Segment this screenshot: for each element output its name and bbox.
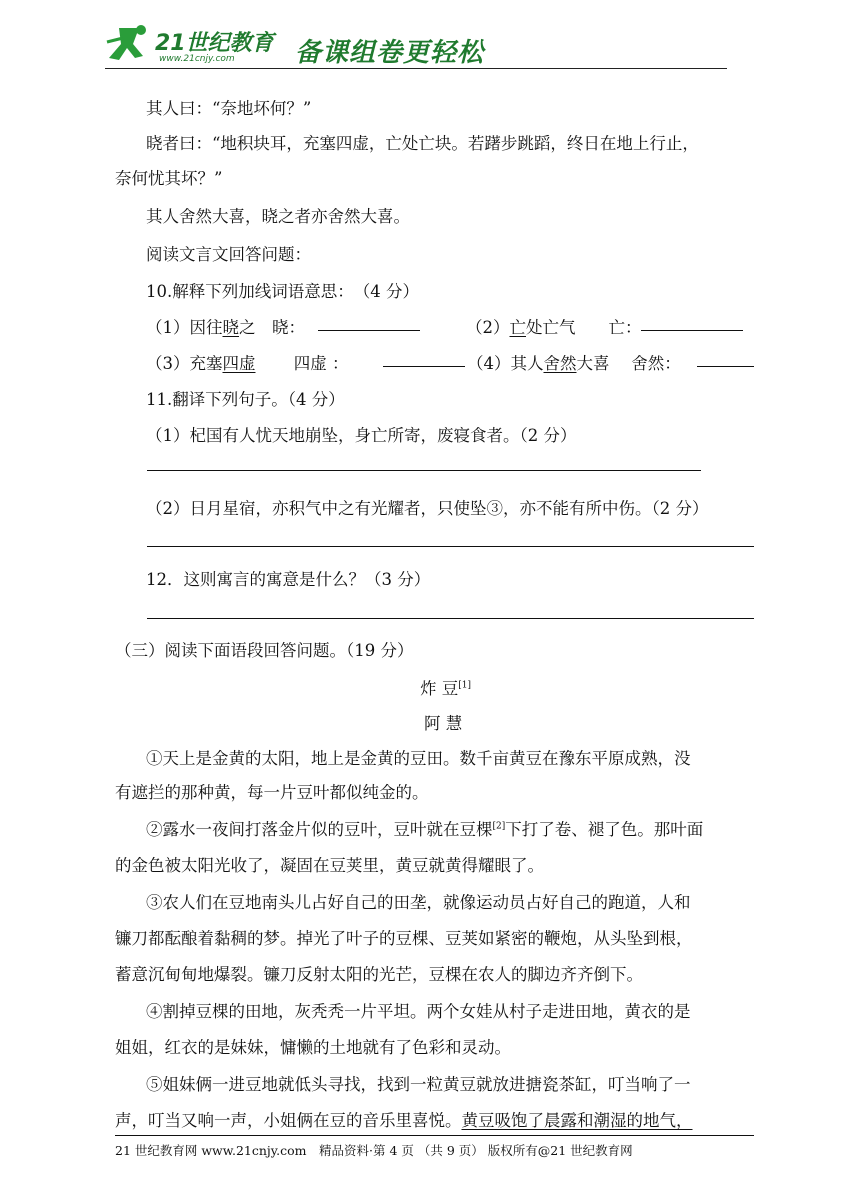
paragraph-4-line: 姐姐，红衣的是妹妹，慵懒的土地就有了色彩和灵动。 <box>115 1038 511 1057</box>
paragraph-1-line: ①天上是金黄的太阳，地上是金黄的豆田。数千亩黄豆在豫东平原成熟，没 <box>146 749 691 768</box>
underlined-word: 晓 <box>222 318 239 337</box>
q10-item-3 <box>146 350 349 374</box>
answer-line[interactable] <box>147 546 754 547</box>
q10-item-text: 大喜 舍然： <box>576 354 681 373</box>
passage-line: 晓者曰：“地积块耳，充塞四虚，亡处亡块。若躇步跳蹈，终日在地上行止， <box>146 134 699 153</box>
passage-line: 奈何忧其坏？” <box>115 169 223 188</box>
footer-rule <box>115 1135 754 1136</box>
essay-title <box>420 675 471 699</box>
footnote-marker: [2] <box>492 821 506 832</box>
question-11-title: 11.翻译下列句子。（4 分） <box>146 390 345 409</box>
q10-item-4 <box>467 350 681 374</box>
header-rule <box>105 68 727 69</box>
question-10-title: 10.解释下列加线词语意思： （4 分） <box>146 282 419 301</box>
q10-item-text: （4）其人 <box>467 354 544 373</box>
answer-line[interactable] <box>147 618 754 619</box>
answer-blank[interactable] <box>641 330 743 331</box>
q10-item-text: 处亡气 亡： <box>526 318 642 337</box>
q10-item-text: 之 晓： <box>239 318 305 337</box>
q11-sentence-2: （2）日月星宿，亦积气中之有光耀者，只使坠③，亦不能有所中伤。（2 分） <box>146 499 709 518</box>
essay-author: 阿 慧 <box>424 714 463 733</box>
underlined-sentence: 黄豆吸饱了晨露和潮湿的地气， <box>461 1111 693 1130</box>
header-slogan: 备课组卷更轻松 <box>295 38 485 68</box>
answer-blank[interactable] <box>697 366 754 367</box>
paragraph-3-line: 蓄意沉甸甸地爆裂。镰刀反射太阳的光芒，豆棵在农人的脚边齐齐倒下。 <box>115 965 643 984</box>
paragraph-text: ②露水一夜间打落金片似的豆叶，豆叶就在豆棵 <box>146 820 493 839</box>
paragraph-2-line: 的金色被太阳光收了，凝固在豆荚里，黄豆就黄得耀眼了。 <box>115 856 544 875</box>
paragraph-3-line: ③农人们在豆地南头儿占好自己的田垄，就像运动员占好自己的跑道，人和 <box>146 893 691 912</box>
paragraph-4-line: ④割掉豆棵的田地，灰秃秃一片平坦。两个女娃从村子走进田地，黄衣的是 <box>146 1002 691 1021</box>
brand-url: www.21cnjy.com <box>159 54 235 64</box>
answer-line[interactable] <box>147 470 701 471</box>
q10-item-text: （3）充塞 <box>146 354 223 373</box>
passage-line: 其人曰：“奈地坏何？” <box>146 99 312 118</box>
q10-item-text: （2） <box>466 318 510 337</box>
paragraph-5-line <box>115 1107 693 1131</box>
underlined-word: 舍然 <box>543 354 577 373</box>
paragraph-1-line: 有遮拦的那种黄，每一片豆叶都似纯金的。 <box>115 783 429 802</box>
q10-item-1 <box>146 314 305 338</box>
q10-item-text: （1）因往 <box>146 318 223 337</box>
paragraph-2-line <box>146 816 703 840</box>
paragraph-text: 下打了卷、褪了色。那叶面 <box>505 820 704 839</box>
footnote-marker: [1] <box>458 680 471 691</box>
q10-item-2 <box>466 314 642 338</box>
runner-logo-icon <box>105 22 153 66</box>
underlined-word: 四虚 <box>222 354 256 373</box>
paragraph-text: 声，叮当又响一声，小姐俩在豆的音乐里喜悦。 <box>115 1111 462 1130</box>
section-3-heading: （三）阅读下面语段回答问题。（19 分） <box>115 641 414 660</box>
underlined-word: 亡 <box>509 318 526 337</box>
passage-line: 其人舍然大喜，晓之者亦舍然大喜。 <box>146 207 410 226</box>
brand-name: 21世纪教育 <box>155 31 274 56</box>
reading-instruction: 阅读文言文回答问题： <box>146 245 311 264</box>
q10-item-text: 四虚 ： <box>255 354 349 373</box>
paragraph-3-line: 镰刀都酝酿着黏稠的梦。掉光了叶子的豆棵、豆荚如紧密的鞭炮，从头坠到根， <box>115 929 693 948</box>
header <box>105 22 727 70</box>
essay-title-text: 炸 豆 <box>420 679 459 698</box>
q11-sentence-1: （1）杞国有人忧天地崩坠，身亡所寄，废寝食者。（2 分） <box>146 426 577 445</box>
question-12-title: 12．这则寓言的寓意是什么？（3 分） <box>146 570 431 589</box>
answer-blank[interactable] <box>383 366 465 367</box>
paragraph-5-line: ⑤姐妹俩一进豆地就低头寻找，找到一粒黄豆就放进搪瓷茶缸，叮当响了一 <box>146 1075 691 1094</box>
page-footer: 21 世纪教育网 www.21cnjy.com 精品资料·第 4 页 （共 9 页） 版权所有@21 世纪教育网 <box>115 1143 633 1158</box>
answer-blank[interactable] <box>318 330 420 331</box>
